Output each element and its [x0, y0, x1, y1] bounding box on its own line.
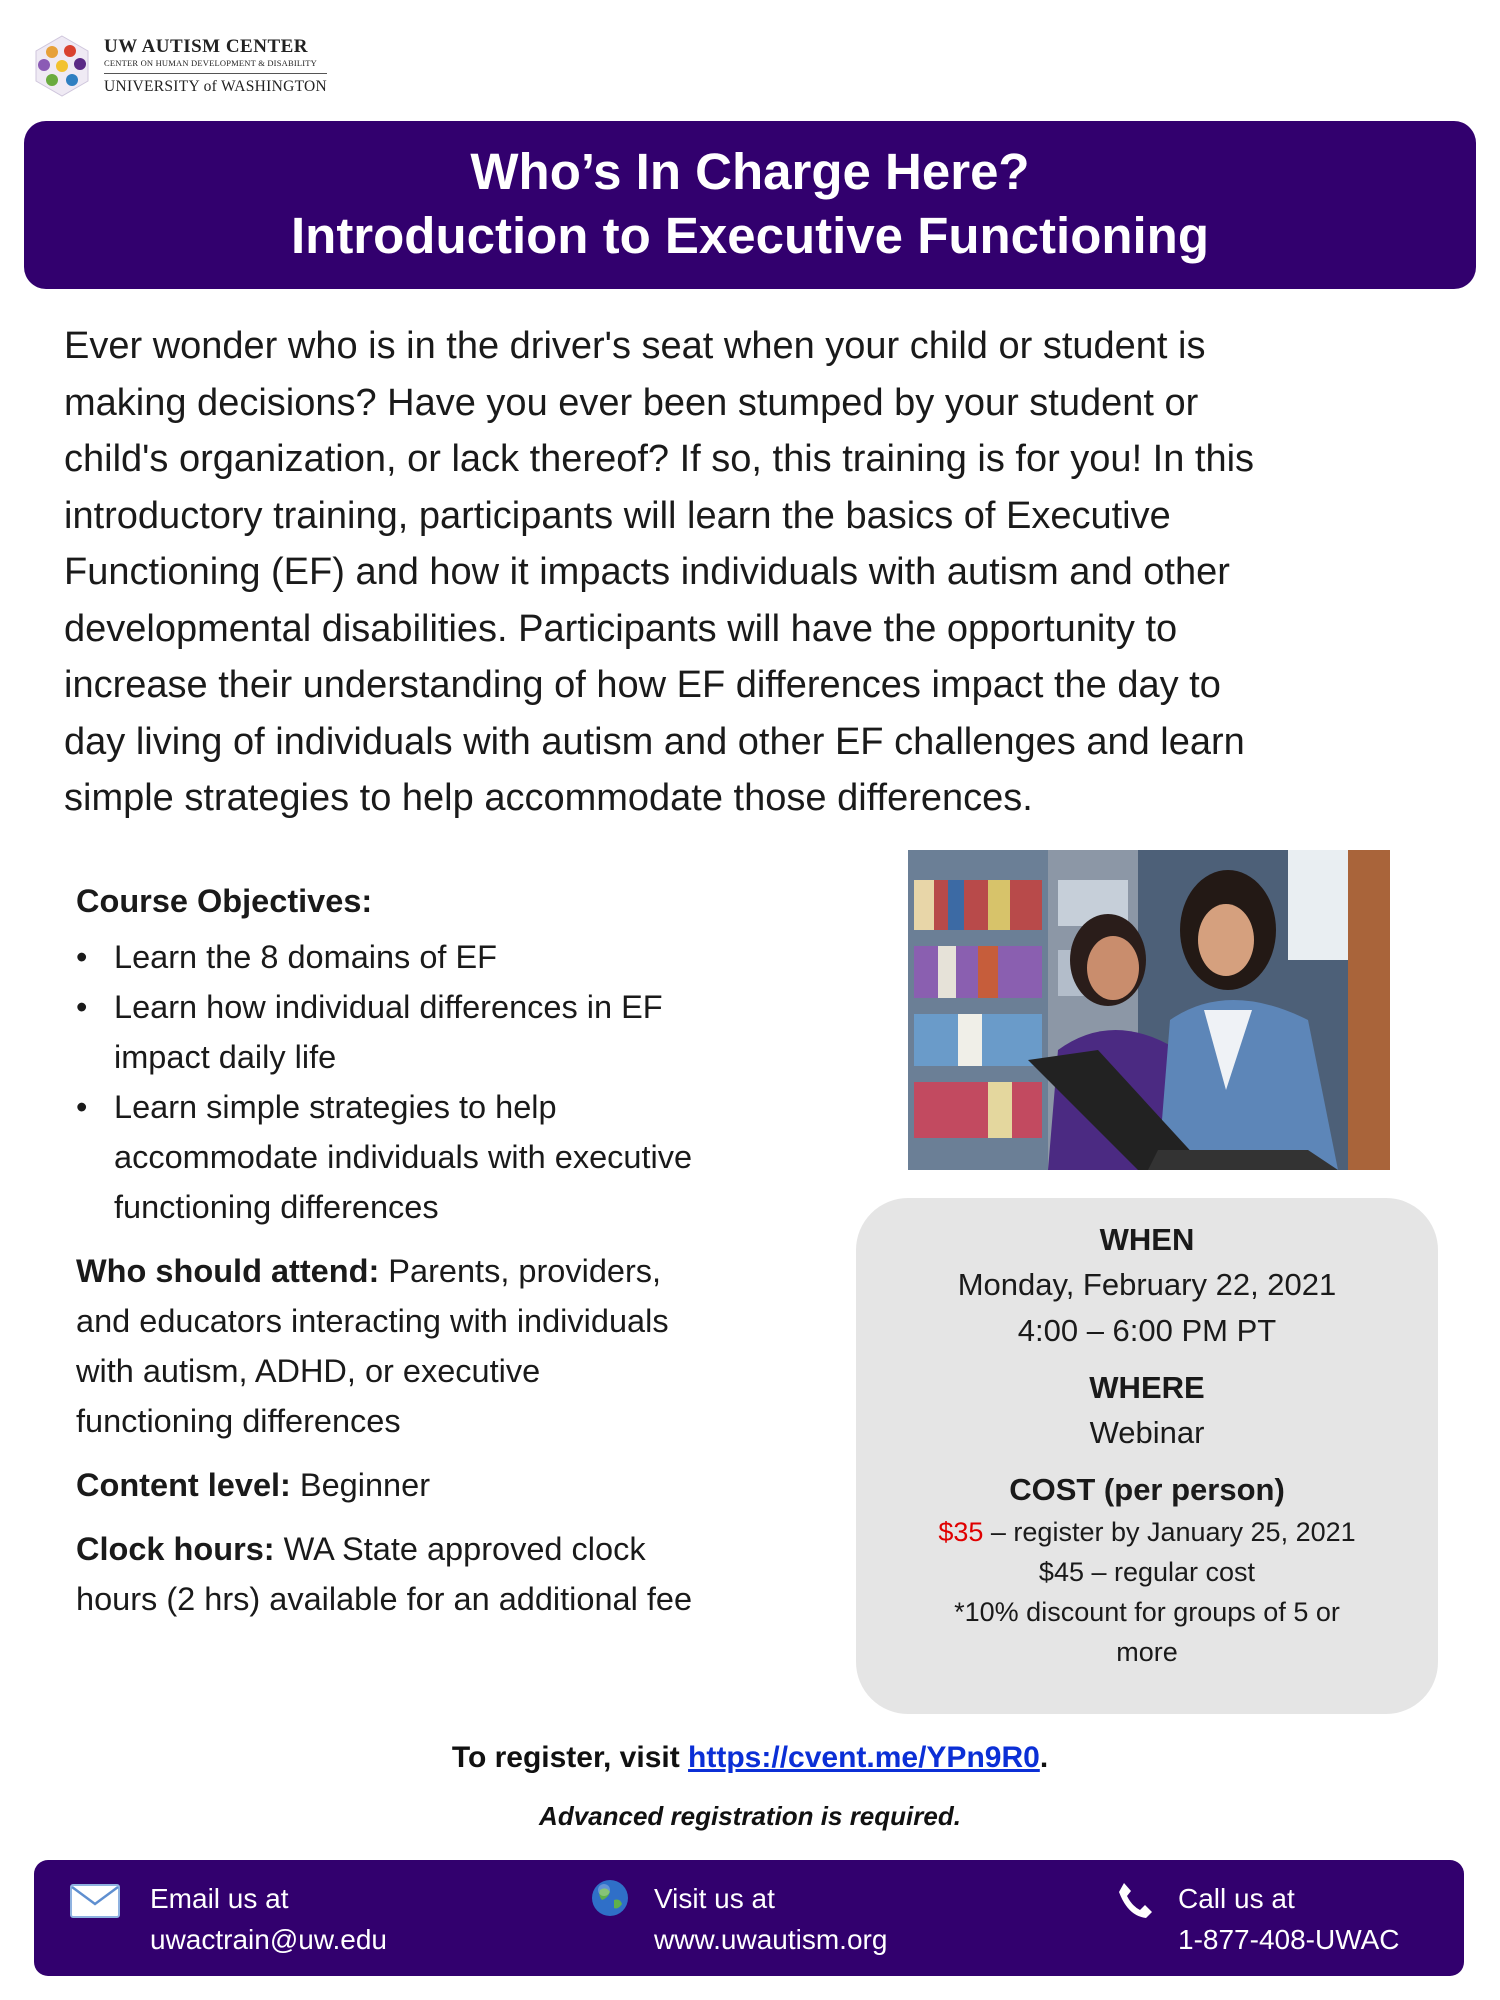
- intro-line: child's organization, or lack thereof? If so, this training is for you! In this: [64, 438, 1255, 480]
- phone-icon: [1116, 1880, 1154, 1920]
- group-discount: more: [1116, 1637, 1178, 1667]
- advanced-registration-note: Advanced registration is required.: [539, 1801, 961, 1831]
- email-contact: [150, 1878, 387, 1960]
- intro-paragraph: [64, 318, 1454, 827]
- early-price-line: [856, 1512, 1438, 1552]
- bullet-icon: •: [76, 1089, 88, 1125]
- intro-line: simple strategies to help accommodate those differences.: [64, 777, 1033, 819]
- intro-line: Functioning (EF) and how it impacts individuals with autism and other: [64, 551, 1230, 593]
- objectives-list: [76, 932, 836, 1232]
- logo-subtitle: CENTER ON HUMAN DEVELOPMENT & DISABILITY: [104, 58, 327, 74]
- where-heading: WHERE: [1089, 1370, 1205, 1405]
- register-prefix: To register, visit: [451, 1741, 689, 1774]
- email-address[interactable]: uwactrain@uw.edu: [150, 1924, 388, 1955]
- early-price-text: – register by January 25, 2021: [983, 1517, 1356, 1547]
- objectives-heading: Course Objectives:: [76, 883, 373, 919]
- phone-contact: [1178, 1878, 1399, 1960]
- clock-hours: [76, 1524, 836, 1624]
- title-banner: [24, 121, 1476, 289]
- event-location: Webinar: [1089, 1415, 1205, 1450]
- attend-text: functioning differences: [76, 1403, 401, 1439]
- objective-text: Learn the 8 domains of EF: [114, 939, 498, 975]
- intro-line: developmental disabilities. Participants will have the opportunity to: [64, 607, 1178, 650]
- group-discount: *10% discount for groups of 5 or: [954, 1597, 1340, 1627]
- clock-hours-text: WA State approved clock: [274, 1531, 646, 1567]
- bullet-icon: •: [76, 939, 88, 975]
- event-details-panel: [856, 1198, 1438, 1714]
- autism-center-emblem-icon: [30, 34, 94, 98]
- when-heading: WHEN: [1099, 1222, 1195, 1257]
- email-envelope-icon: [70, 1884, 120, 1918]
- objective-item: [76, 1082, 836, 1232]
- objective-item: [76, 982, 836, 1082]
- registration-line: [0, 1741, 1500, 1775]
- attend-label: Who should attend:: [76, 1253, 380, 1289]
- intro-line: Ever wonder who is in the driver's seat when your child or student is: [64, 325, 1206, 367]
- attend-text: with autism, ADHD, or executive: [76, 1353, 541, 1389]
- attend-text: Parents, providers,: [379, 1253, 662, 1289]
- content-level-value: Beginner: [290, 1467, 431, 1503]
- content-level: [76, 1460, 836, 1510]
- website-url[interactable]: www.uwautism.org: [654, 1924, 888, 1955]
- intro-line: day living of individuals with autism and other EF challenges and learn: [64, 720, 1245, 763]
- page-subtitle: Introduction to Executive Functioning: [291, 207, 1209, 264]
- library-photo-illustration: [908, 850, 1390, 1170]
- objective-text: Learn how individual differences in EF: [114, 989, 663, 1025]
- who-should-attend: [76, 1246, 836, 1446]
- objective-text: accommodate individuals with executive: [114, 1139, 693, 1175]
- clock-hours-label: Clock hours:: [76, 1531, 275, 1567]
- registration-link[interactable]: https://cvent.me/YPn9R0: [688, 1741, 1040, 1774]
- logo-title: UW AUTISM CENTER: [104, 35, 309, 57]
- course-info-column: [76, 876, 836, 1624]
- bullet-icon: •: [76, 989, 88, 1025]
- globe-icon: [590, 1878, 630, 1918]
- objective-text: impact daily life: [114, 1039, 337, 1075]
- phone-number[interactable]: 1-877-408-UWAC: [1178, 1924, 1400, 1955]
- attend-text: and educators interacting with individuals: [76, 1303, 669, 1339]
- email-label: Email us at: [150, 1883, 289, 1914]
- regular-price: $45 – regular cost: [1038, 1557, 1256, 1587]
- objective-text: functioning differences: [114, 1189, 439, 1225]
- register-suffix: .: [1039, 1741, 1049, 1774]
- page-title: Who’s In Charge Here?: [470, 143, 1030, 200]
- cost-heading: COST (per person): [1009, 1472, 1285, 1507]
- event-date: Monday, February 22, 2021: [957, 1267, 1337, 1302]
- logo-university: UNIVERSITY of WASHINGTON: [104, 77, 328, 95]
- content-level-label: Content level:: [76, 1467, 291, 1503]
- uw-autism-center-logo: [30, 28, 360, 103]
- early-price: $35: [938, 1517, 984, 1547]
- students-with-laptop-photo: [908, 850, 1390, 1170]
- objective-item: [76, 932, 836, 982]
- event-time: 4:00 – 6:00 PM PT: [1017, 1313, 1277, 1348]
- phone-label: Call us at: [1178, 1883, 1295, 1914]
- objective-text: Learn simple strategies to help: [114, 1089, 557, 1125]
- contact-footer: [34, 1860, 1464, 1976]
- intro-line: making decisions? Have you ever been stumped by your student or: [64, 381, 1199, 424]
- website-label: Visit us at: [654, 1883, 775, 1914]
- clock-hours-text: hours (2 hrs) available for an additional fee: [76, 1581, 693, 1617]
- website-contact: [654, 1878, 887, 1960]
- intro-line: increase their understanding of how EF differences impact the day to: [64, 664, 1221, 706]
- intro-line: introductory training, participants will learn the basics of Executive: [64, 494, 1171, 537]
